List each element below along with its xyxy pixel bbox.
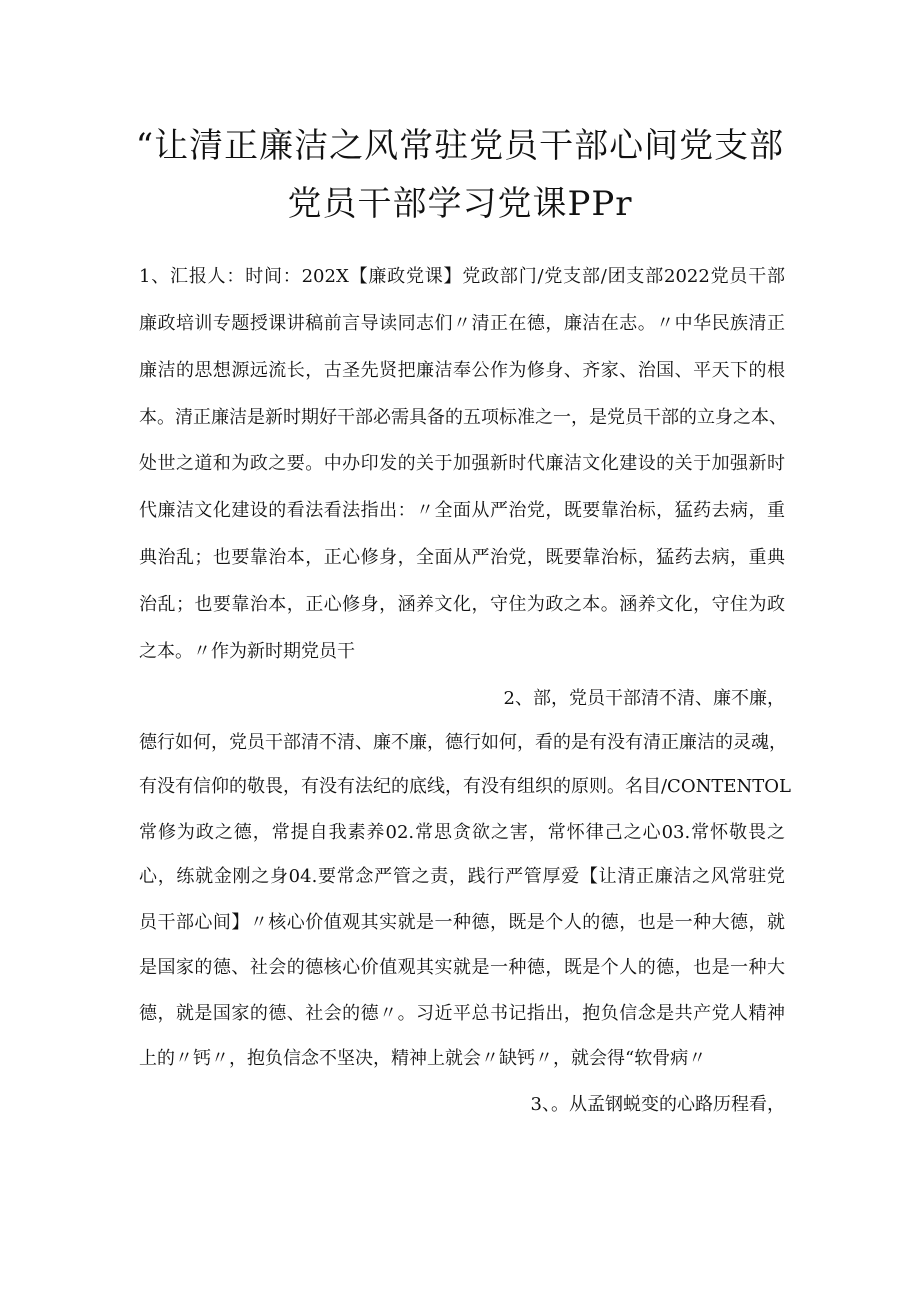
body-text-line: 处世之道和为政之要。中办印发的关于加强新时代廉洁文化建设的关于加强新时 [139, 453, 785, 474]
body-text-line: 心，练就金刚之身04.要常念严管之责，践行严管厚爱【让清正廉洁之风常驻党 [139, 866, 785, 887]
body-text-line: 廉洁的思想源远流长，古圣先贤把廉洁奉公作为修身、齐家、治国、平天下的根 [139, 360, 785, 381]
body-text-line: 之本。〃作为新时期党员干 [139, 641, 355, 662]
body-text-line: 本。清正廉洁是新时期好干部必需具备的五项标准之一，是党员干部的立身之本、 [139, 407, 787, 428]
body-text-line: 员干部心间】〃核心价值观其实就是一种德，既是个人的德，也是一种大德，就 [139, 912, 785, 933]
body-text-line: 代廉洁文化建设的看法看法指出：〃全面从严治党，既要靠治标，猛药去病，重 [139, 500, 785, 521]
body-text-line: 是国家的德、社会的德核心价值观其实就是一种德，既是个人的德，也是一种大 [139, 957, 785, 978]
document-title-line-2: 党员干部学习党课PPr [287, 184, 633, 224]
document-title-line-1: “让清正廉洁之风常驻党员干部心间党支部 [135, 126, 785, 166]
body-text-line: 廉政培训专题授课讲稿前言导读同志们〃清正在德，廉洁在志。〃中华民族清正 [139, 313, 785, 334]
body-text-line: 德行如何，党员干部清不清、廉不廉，德行如何，看的是有没有清正廉洁的灵魂， [139, 732, 787, 753]
body-text-line: 治乱；也要靠治本，正心修身，涵养文化，守住为政之本。涵养文化，守住为政 [139, 594, 785, 615]
body-text-line: 常修为政之德，常提自我素养02.常思贪欲之害，常怀律己之心03.常怀敬畏之 [139, 822, 785, 843]
body-text-line: 1、汇报人：时间：202X【廉政党课】党政部门/党支部/团支部2022党员干部 [139, 266, 785, 287]
section-heading-2: 2、部，党员干部清不清、廉不廉， [503, 688, 785, 709]
body-text-line: 有没有信仰的敬畏，有没有法纪的底线，有没有组织的原则。名目/CONTENTOL [139, 776, 791, 797]
body-text-line: 典治乱；也要靠治本，正心修身，全面从严治党，既要靠治标，猛药去病，重典 [139, 547, 785, 568]
body-text-line: 上的〃钙〃，抱负信念不坚决，精神上就会〃缺钙〃，就会得“软骨病〃 [139, 1048, 707, 1069]
section-heading-3: 3、。从孟钢蜕变的心路历程看， [530, 1094, 785, 1115]
body-text-line: 德，就是国家的德、社会的德〃。习近平总书记指出，抱负信念是共产党人精神 [139, 1003, 785, 1024]
